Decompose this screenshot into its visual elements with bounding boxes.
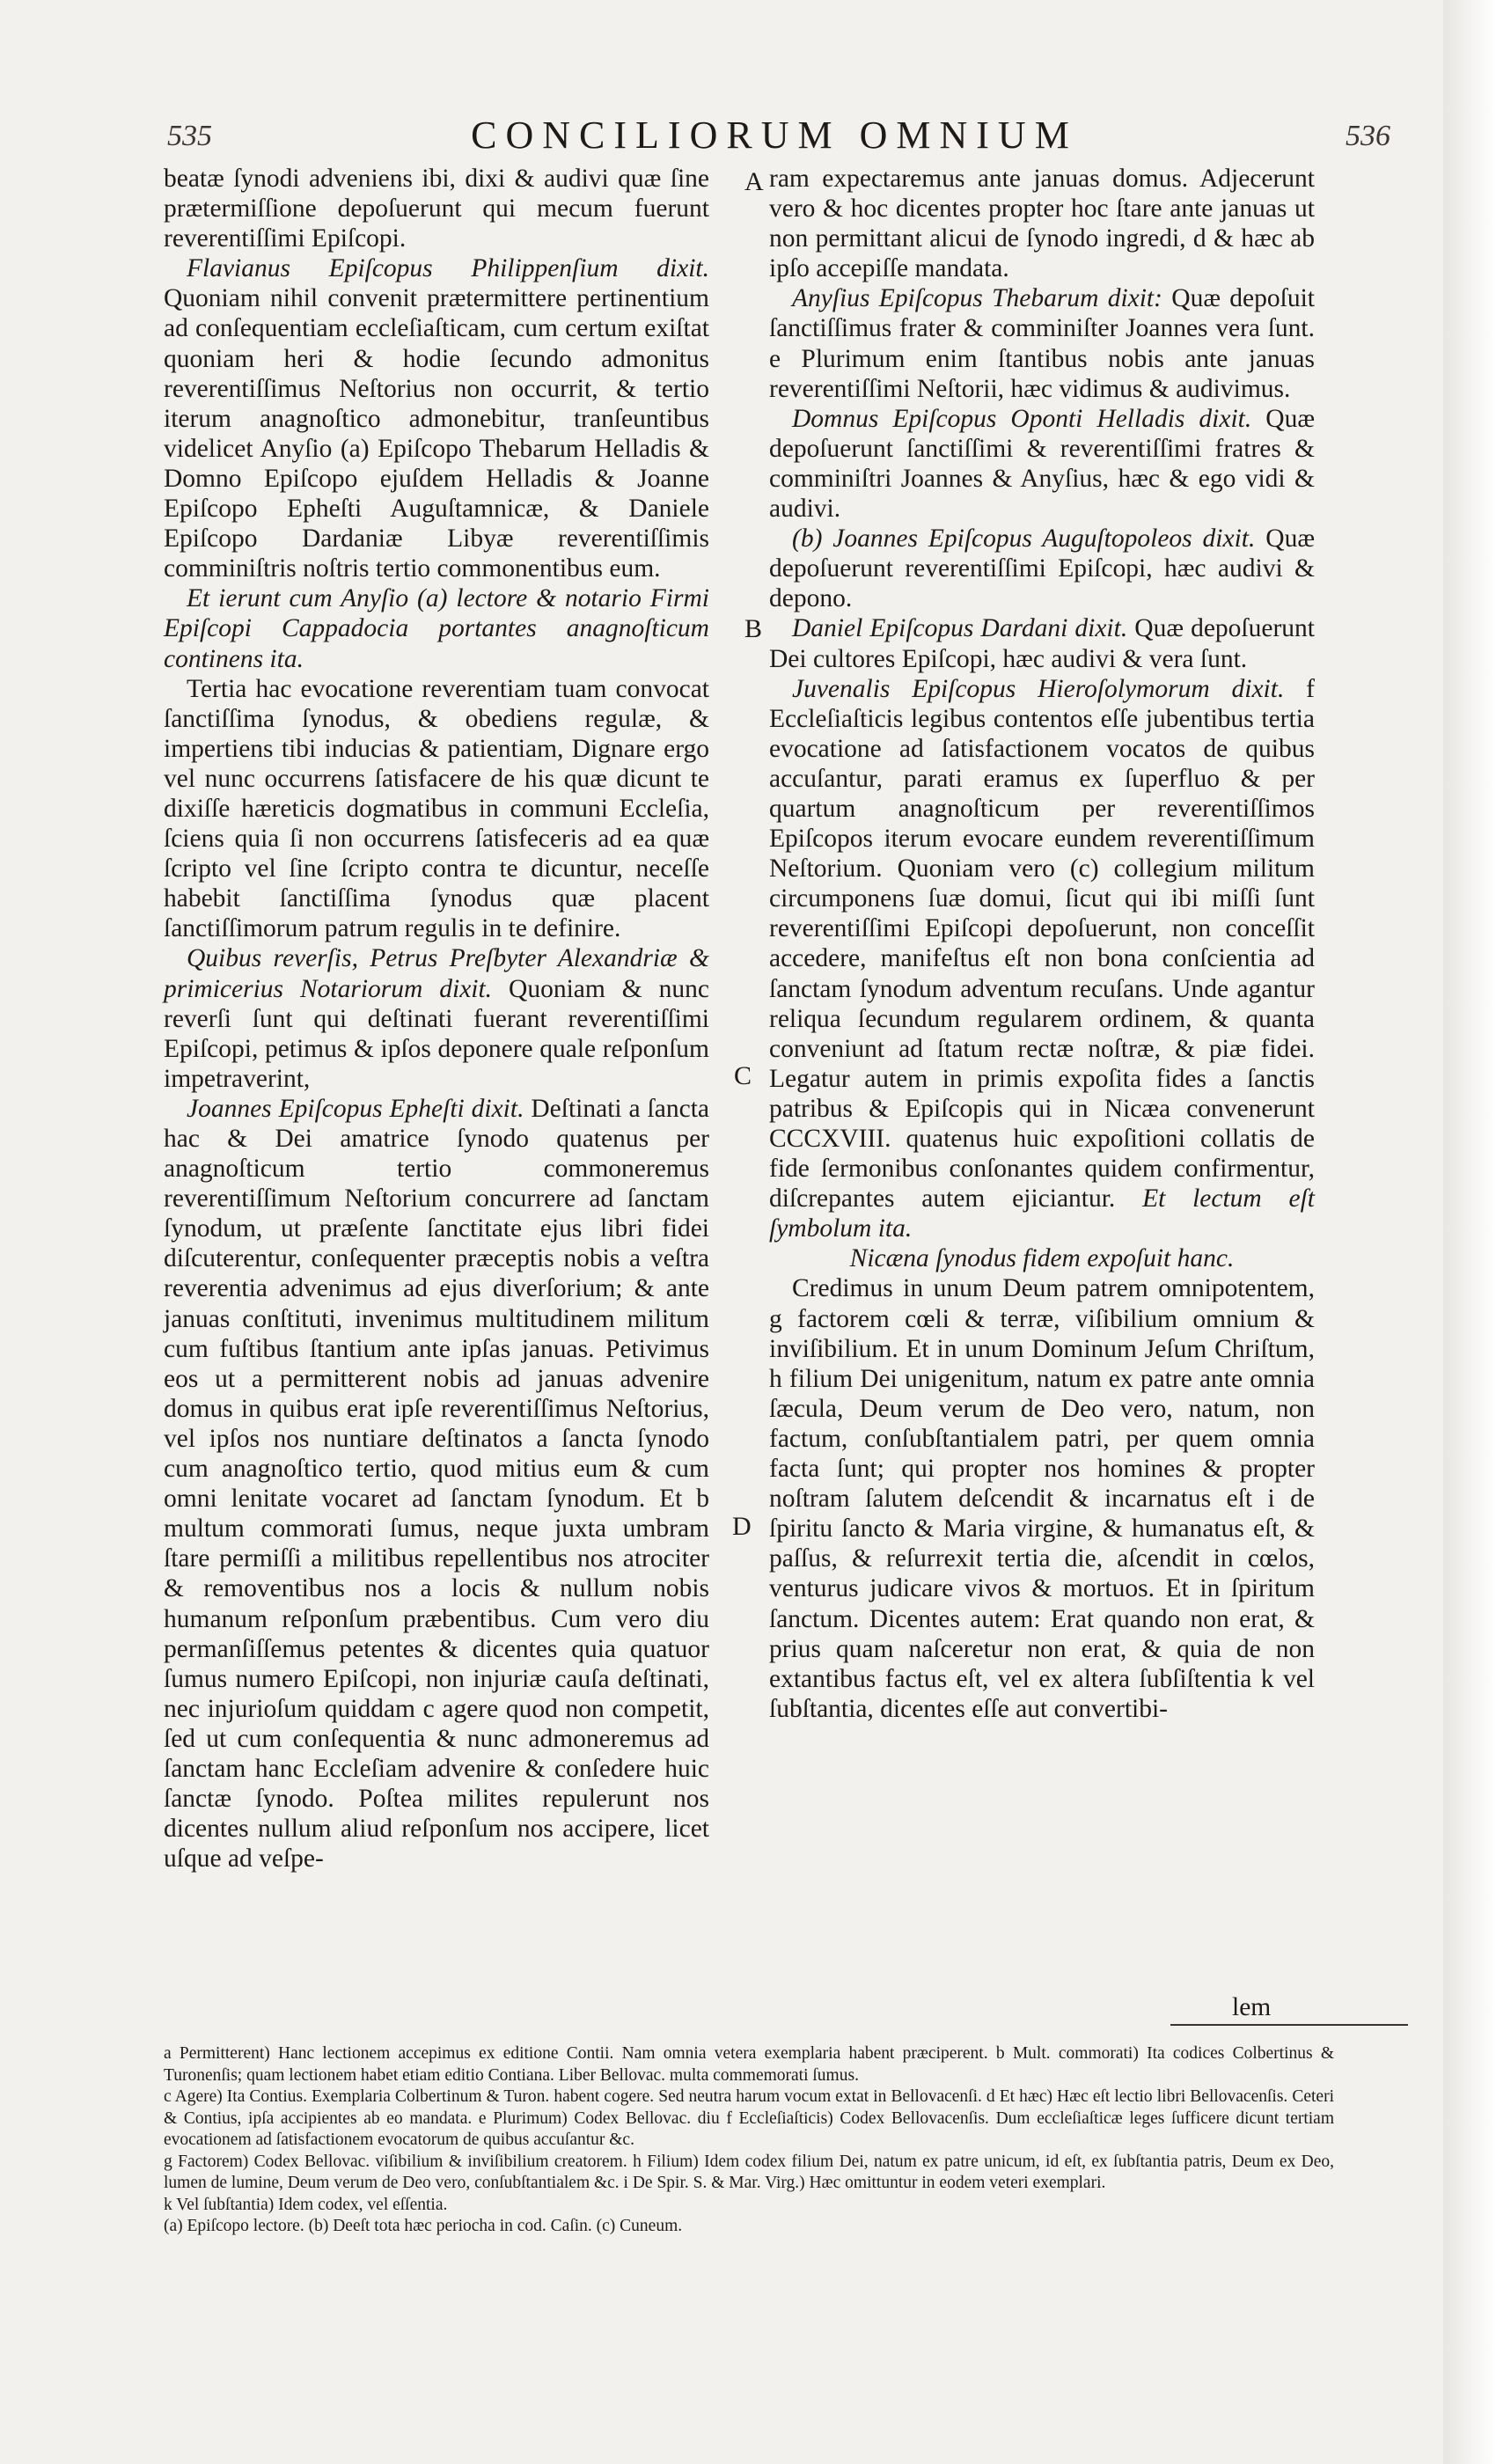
paragraph [769, 613, 1315, 673]
footnote: g Factorem) Codex Bellovac. viſibilium & inviſibilium creatorem. h Filium) Idem codex filium Dei, natum ex patre unicum, id eſt, ex ſubſtantia patris, Deum ex Deo, lumen de lumine, Deum verum de Deo vero, conſubſtantialem &c. i De Spir. S. & Mar. Virg.) Hæc omittuntur in eodem veteri exemplari. [164, 2152, 1334, 2192]
paragraph [769, 524, 1315, 613]
footnote: (a) Epiſcopo lectore. (b) Deeſt tota hæc periocha in cod. Caſin. (c) Cuneum. [164, 2217, 683, 2235]
speaker: Daniel Epiſcopus Dardani dixit. [792, 614, 1128, 643]
paragraph: beatæ ſynodi adveniens ibi, dixi & audivi quæ ſine prætermiſſione depoſuerunt qui mecum fuerunt reverentiſſimi Epiſcopi. [164, 165, 709, 253]
speaker: Quibus reverſis, Petrus Preſbyter Alexandriæ & primicerius Notariorum dixit. [164, 944, 709, 1003]
speaker: Flavianus Epiſcopus Philippenſium dixit. [187, 254, 709, 283]
paragraph [164, 1094, 709, 1874]
speaker: Joannes Epiſcopus Epheſti dixit. [187, 1094, 524, 1123]
section-heading: Nicæna ſynodus fidem expoſuit hanc. [849, 1244, 1235, 1273]
paragraph-text: Quoniam nihil convenit prætermittere pertinentium ad conſequentiam eccleſiaſticam, cum certum exiſtat quoniam heri & hodie ſecundo admonitus reverentiſſimus Neſtorius non occurrit, & tertio iterum anagnoſtico admonebitur, tranſeuntibus videlicet Anyſio (a) Epiſcopo Thebarum Helladis & Domno Epiſcopo ejuſdem Helladis & Joanne Epiſcopo Epheſti Auguſtamnicæ, & Daniele Epiſcopo Dardaniæ Libyæ reverentiſſimis comminiſtris noſtris tertio commonentibus eum. [164, 284, 709, 583]
paragraph [164, 943, 709, 1093]
paragraph-text: Quæ depoſuit ſanctiſſimus frater & comminiſter Joannes vera ſunt. e Plurimum enim ſtantibus nobis ante januas reverentiſſimi Neſtorii, hæc vidimus & audivimus. [769, 284, 1315, 403]
margin-letter: B [744, 614, 763, 643]
paragraph-text: Quæ depoſuerunt Dei cultores Epiſcopi, hæc audivi & vera ſunt. [769, 614, 1315, 673]
page-number-right: 536 [1346, 120, 1390, 152]
margin-letter: D [732, 1512, 752, 1541]
paragraph-tail: Et lectum eſt ſymbolum ita. [769, 1184, 1316, 1243]
paragraph [769, 283, 1315, 403]
margin-letter: C [734, 1061, 752, 1090]
running-title: CONCILIORUM OMNIUM [471, 114, 1078, 157]
paragraph: Tertia hac evocatione reverentiam tuam convocat ſanctiſſima ſynodus, & obediens regulæ, & impertiens tibi inducias & patientiam, Dignare ergo vel nunc occurrens ſatisfacere de his quæ dicunt te dixiſſe hæreticis dogmatibus in communi Eccleſia, ſciens quia ſi non occurrens ſatisfeceris ad ea quæ ſcripto vel ſine ſcripto contra te dicuntur, neceſſe habebit ſanctiſſima ſynodus quæ placent ſanctiſſimorum patrum regulis in te definire. [164, 674, 709, 943]
margin-letter: A [744, 167, 764, 196]
paragraph-text: Quæ depoſuerunt reverentiſſimi Epiſcopi, hæc audivi & depono. [769, 524, 1315, 613]
right-column [769, 164, 1315, 1724]
footnote: k Vel ſubſtantia) Idem codex, vel eſſentia. [164, 2195, 448, 2214]
running-header [158, 113, 1390, 165]
paragraph-text: Quoniam & nunc reverſi ſunt qui deſtinati fuerant reverentiſſimi Epiſcopi, petimus & ipſos deponere quale reſponſum impetraverint, [164, 974, 709, 1093]
paragraph-text: Quæ depoſuerunt ſanctiſſimi & reverentiſſimi fratres & comminiſtri Joannes & Anyſius, hæc & ego vidi & audivi. [769, 404, 1315, 524]
footnote: a Permitterent) Hanc lectionem accepimus ex editione Contii. Nam omnia vetera exemplaria habent præciperent. b Mult. commorati) Ita codices Colbertinus & Turonenſis; quam lectionem habet etiam editio Contiana. Liber Bellovac. multa commemorati ſumus. [164, 2044, 1334, 2085]
paragraph [769, 404, 1315, 524]
paragraph: Et ierunt cum Anyſio (a) lectore & notario Firmi Epiſcopi Cappadocia portantes anagnoſticum continens ita. [164, 584, 709, 673]
speaker: (b) Joannes Epiſcopus Auguſtopoleos dixit. [792, 524, 1256, 554]
paragraph [769, 674, 1315, 1244]
left-column [164, 164, 709, 1874]
paragraph: Credimus in unum Deum patrem omnipotentem, g factorem cœli & terræ, viſibilium omnium & inviſibilium. Et in unum Dominum Jeſum Chriſtum, h filium Dei unigenitum, natum ex patre ante omnia ſæcula, Deum verum de Deo vero, natum, non factum, conſubſtantialem patri, per quem omnia facta ſunt; qui propter nos homines & propter noſtram ſalutem deſcendit & incarnatus eſt i de ſpiritu ſancto & Maria virgine, & humanatus eſt, & paſſus, & reſurrexit tertia die, aſcendit in cœlos, venturus judicare vivos & mortuos. Et in ſpiritum ſanctum. Dicentes autem: Erat quando non erat, & prius quam naſceretur non erat, & quia de non extantibus factus eſt, vel ex altera ſubſiſtentia k vel ſubſtantia, dicentes eſſe aut convertibi- [769, 1274, 1315, 1723]
paragraph-text: Deſtinati a ſancta hac & Dei amatrice ſynodo quatenus per anagnoſticum tertio commoneremus reverentiſſimum Neſtorium concurrere ad ſanctam ſynodum, ut præſente ſanctitate ejus libri fidei diſcuterentur, conſequenter præceptis nobis a veſtra reverentia advenimus ad ejus diverſorium; & ante januas conſtituti, invenimus multitudinem militum cum fuſtibus ſtantium ante ipſas januas. Petivimus eos ut a permitterent nobis ad januas advenire domus in quibus erat ipſe reverentiſſimus Neſtorius, vel ipſos nos nuntiare deſtinatos a ſancta ſynodo cum anagnoſtico tertio, quod mitius eum & cum omni lenitate vocaret ad ſanctam ſynodum. Et b multum commorati ſumus, neque juxta umbram ſtare permiſſi a militibus repellentibus nos atrociter & removentibus nos a locis & nullum nobis humanum reſponſum præbentibus. Cum vero diu permanſiſſemus petentes & dicentes quia quatuor ſumus numero Epiſcopi, non injuriæ cauſa deſtinati, nec injurioſum quiddam c agere quod non competit, ſed ut cum conſequentia & nunc admoneremus ad ſanctam hanc Eccleſiam advenire & conſedere huic ſanctæ ſynodo. Poſtea milites repulerunt nos dicentes nullum aliud reſponſum nos accipere, licet uſque ad veſpe- [164, 1094, 709, 1874]
footnote: c Agere) Ita Contius. Exemplaria Colbertinum & Turon. habent cogere. Sed neutra harum vocum extat in Bellovacenſi. d Et hæc) Hæc eſt lectio libri Bellovacenſis. Ceteri & Contius, ipſa accipientes ab eo mandata. e Plurimum) Codex Bellovac. diu f Eccleſiaſticis) Codex Bellovacenſis. Dum eccleſiaſticæ leges ſufficere dicunt tertiam evocationem ad ſatisfactionem evocatorum de quibus accuſantur &c. [164, 2087, 1334, 2149]
paragraph-text: f Eccleſiaſticis legibus contentos eſſe jubentibus tertia evocatione ad ſatisfactionem vocatos de quibus accuſantur, parati eramus ex ſuperfluo & per quartum anagnoſticum per reverentiſſimos Epiſcopos iterum evocare eundem reverentiſſimum Neſtorium. Quoniam vero (c) collegium militum circumponens ſuæ domui, ſicut qui ibi miſſi ſunt reverentiſſimi Epiſcopi depoſuerunt, non conceſſit accedere, manifeſtus eſt non bona conſcientia ad ſanctam ſynodum adventum recuſans. Unde agantur reliqua ſecundum regularem ordinem, & quanta conveniunt ad ſtatum rectæ noſtræ, & piæ fidei. Legatur autem in primis expoſita fides a ſanctis patribus & Epiſcopis qui in Nicæa convenerunt CCCXVIII. quatenus huic expoſitioni collatis de fide ſermonibus conſonantes quidem confirmentur, diſcrepantes autem ejiciantur. [769, 674, 1316, 1214]
footnote-rule [1170, 2024, 1408, 2026]
speaker: Anyſius Epiſcopus Thebarum dixit: [792, 284, 1162, 313]
catchword: lem [1232, 1993, 1272, 2021]
paragraph: ram expectaremus ante januas domus. Adjecerunt vero & hoc dicentes propter hoc ſtare ante januas ut non permittant alicui de ſynodo ingredi, d & hæc ab ipſo accepiſſe mandata. [769, 165, 1315, 283]
page-gutter [1443, 0, 1496, 2464]
paragraph [164, 253, 709, 583]
speaker: Juvenalis Epiſcopus Hieroſolymorum dixit. [792, 674, 1285, 703]
footnotes [164, 2043, 1334, 2238]
speaker: Domnus Epiſcopus Oponti Helladis dixit. [792, 404, 1252, 433]
page-number-left: 535 [167, 120, 212, 152]
